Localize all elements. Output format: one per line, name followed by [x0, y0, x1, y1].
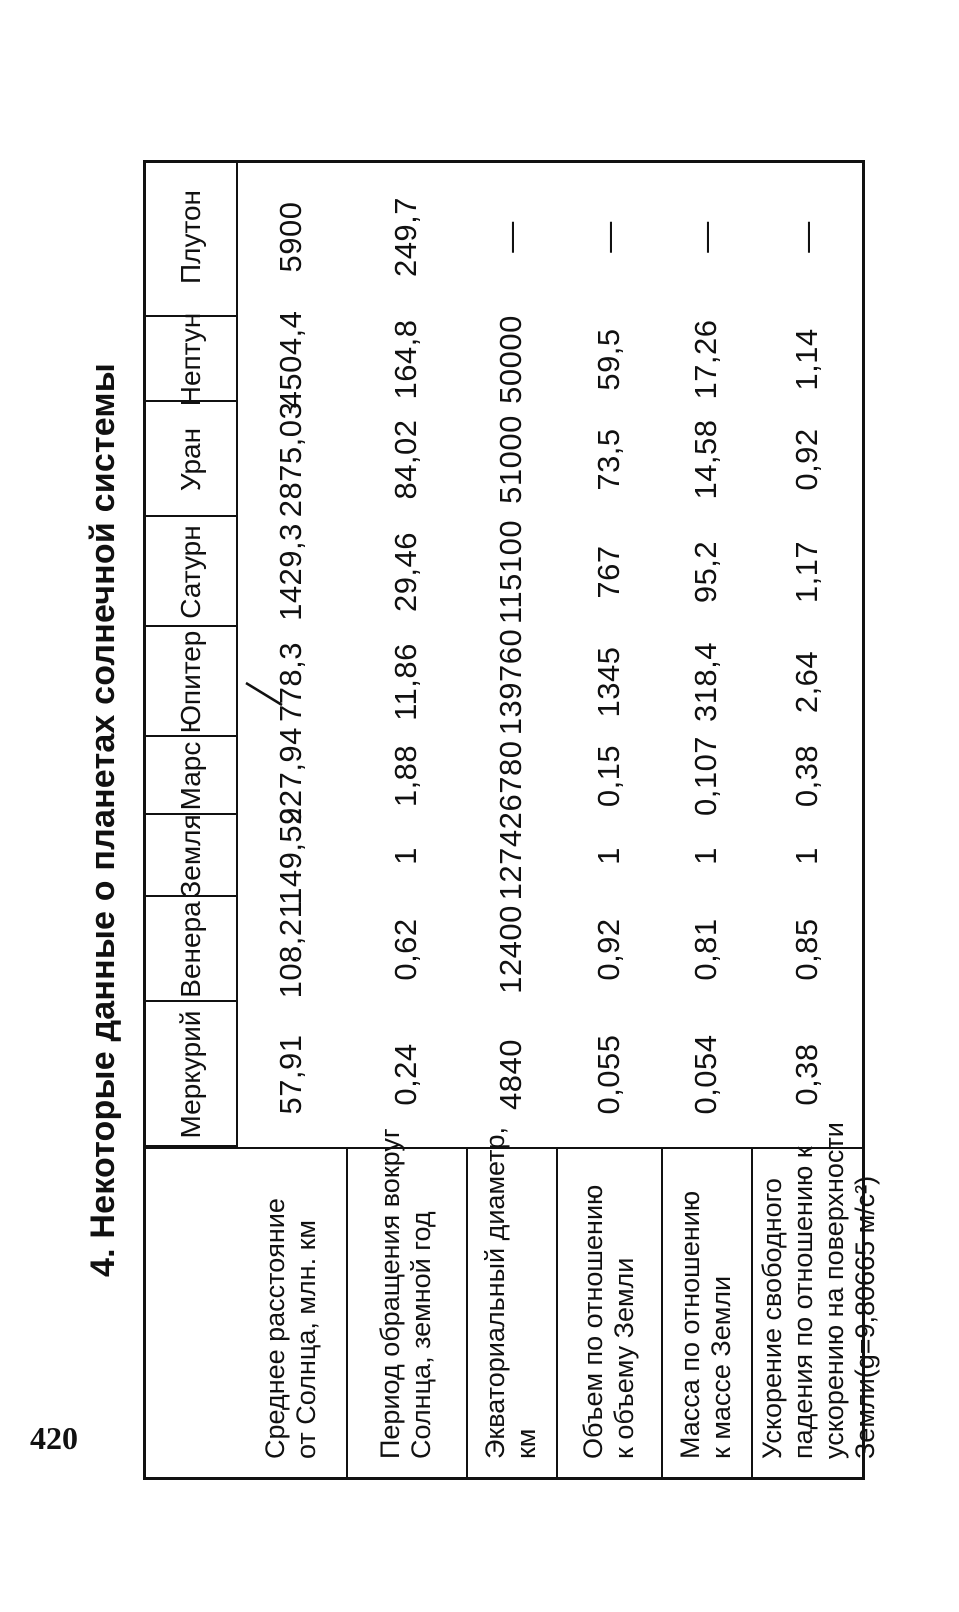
- cell-value: 0,38: [788, 744, 824, 808]
- cell-value: 115100: [493, 519, 528, 625]
- row-label-line: падения по отношению к: [788, 1146, 818, 1459]
- cell-value: 29,46: [388, 531, 423, 613]
- cell-value: —: [688, 221, 723, 253]
- cell-value: 4504,4: [273, 310, 308, 409]
- row-label-line: Солнца, земной год: [406, 1211, 436, 1459]
- cell-value: —: [590, 221, 626, 253]
- cell-value: 2875,03: [273, 401, 308, 518]
- cell-value: 12400: [493, 905, 528, 994]
- cell-value: 1429,3: [273, 523, 308, 621]
- cell-value: 1345: [590, 646, 626, 718]
- cell-value: 11,86: [388, 643, 423, 721]
- column-divider: [146, 625, 236, 627]
- cell-value: 0,92: [590, 918, 626, 981]
- column-divider: [146, 400, 236, 402]
- column-divider: [146, 895, 236, 897]
- row-label-line: от Солнца, млн. км: [291, 1220, 321, 1459]
- column-divider: [146, 1000, 236, 1002]
- cell-value: 17,26: [688, 319, 723, 400]
- column-header: Меркурий: [175, 1010, 206, 1139]
- cell-value: 0,81: [688, 918, 723, 981]
- cell-value: 0,107: [688, 735, 723, 817]
- row-label-line: Земли(g=9,80665 м/с²): [850, 1175, 880, 1459]
- cell-value: 95,2: [688, 540, 723, 604]
- column-header: Марс: [175, 741, 206, 811]
- cell-value: 0,85: [788, 918, 824, 981]
- cell-value: 227,94: [273, 727, 308, 825]
- cell-value: 0,24: [388, 1043, 423, 1106]
- cell-value: 4840: [493, 1039, 528, 1110]
- row-label-line: Экваториальный диаметр,: [480, 1126, 510, 1459]
- column-header: Земля: [175, 814, 206, 898]
- column-header: Венера: [175, 901, 206, 998]
- row-label-line: Среднее расстояние: [260, 1198, 290, 1459]
- column-header: Нептун: [175, 312, 206, 407]
- cell-value: 1,14: [788, 328, 824, 391]
- cell-value: 59,5: [590, 328, 626, 391]
- cell-value: 50000: [493, 315, 528, 404]
- cell-value: 778,3: [273, 641, 308, 723]
- cell-value: 5900: [273, 201, 308, 273]
- row-label-line: км: [511, 1428, 541, 1459]
- cell-value: 139760: [493, 628, 528, 736]
- column-header: Уран: [175, 427, 206, 492]
- header-divider: [236, 163, 238, 1147]
- column-divider: [146, 515, 236, 517]
- cell-value: 164,8: [388, 319, 423, 400]
- column-divider: [146, 735, 236, 737]
- column-divider: [146, 813, 236, 815]
- cell-value: 0,62: [388, 918, 423, 981]
- cell-value: 0,15: [590, 744, 626, 808]
- cell-value: 0,38: [788, 1043, 824, 1106]
- label-column-border: [146, 1147, 862, 1477]
- cell-value: 14,58: [688, 419, 723, 500]
- row-label-line: Масса по отношению: [675, 1190, 705, 1459]
- cell-value: 84,02: [388, 419, 423, 500]
- cell-value: 108,21: [273, 900, 308, 999]
- cell-value: 1,17: [788, 540, 824, 604]
- pen-mark: [244, 681, 284, 707]
- cell-value: 12742: [493, 811, 528, 901]
- cell-value: 51000: [493, 415, 528, 504]
- cell-value: 767: [590, 545, 626, 599]
- cell-value: 0,92: [788, 428, 824, 491]
- row-label-line: Ускорение свободного: [757, 1178, 787, 1459]
- table-title: 4. Некоторые данные о планетах солнечной системы: [84, 362, 122, 1278]
- row-label-line: к массе Земли: [706, 1275, 736, 1459]
- cell-value: 57,91: [273, 1034, 308, 1115]
- cell-value: 6780: [493, 740, 528, 812]
- planet-data-table: [143, 160, 880, 1480]
- cell-value: 249,7: [388, 196, 423, 278]
- cell-value: 2,64: [788, 650, 824, 714]
- cell-value: 318,4: [688, 641, 723, 723]
- row-label-line: к объему Земли: [608, 1257, 639, 1459]
- row-label-line: ускорению на поверхности: [819, 1122, 849, 1459]
- cell-value: —: [493, 221, 528, 253]
- cell-value: 1,88: [388, 744, 423, 808]
- column-header: Юпитер: [175, 630, 206, 734]
- cell-value: —: [788, 221, 824, 253]
- cell-value: 0,054: [688, 1034, 723, 1115]
- cell-value: 1: [788, 847, 824, 865]
- column-header: Сатурн: [175, 525, 206, 619]
- row-label-line: Период обращения вокруг: [375, 1128, 405, 1459]
- cell-value: 1: [688, 847, 723, 865]
- row-label-line: Объем по отношению: [577, 1184, 608, 1459]
- column-header: Плутон: [175, 190, 206, 285]
- cell-value: 149,59: [273, 807, 308, 905]
- cell-value: 73,5: [590, 428, 626, 491]
- cell-value: 1: [590, 847, 626, 865]
- page-number: 420: [30, 1420, 78, 1456]
- rotated-page-content: [75, 160, 880, 1480]
- cell-value: 0,055: [590, 1034, 626, 1115]
- cell-value: 1: [388, 847, 423, 865]
- column-divider: [146, 315, 236, 317]
